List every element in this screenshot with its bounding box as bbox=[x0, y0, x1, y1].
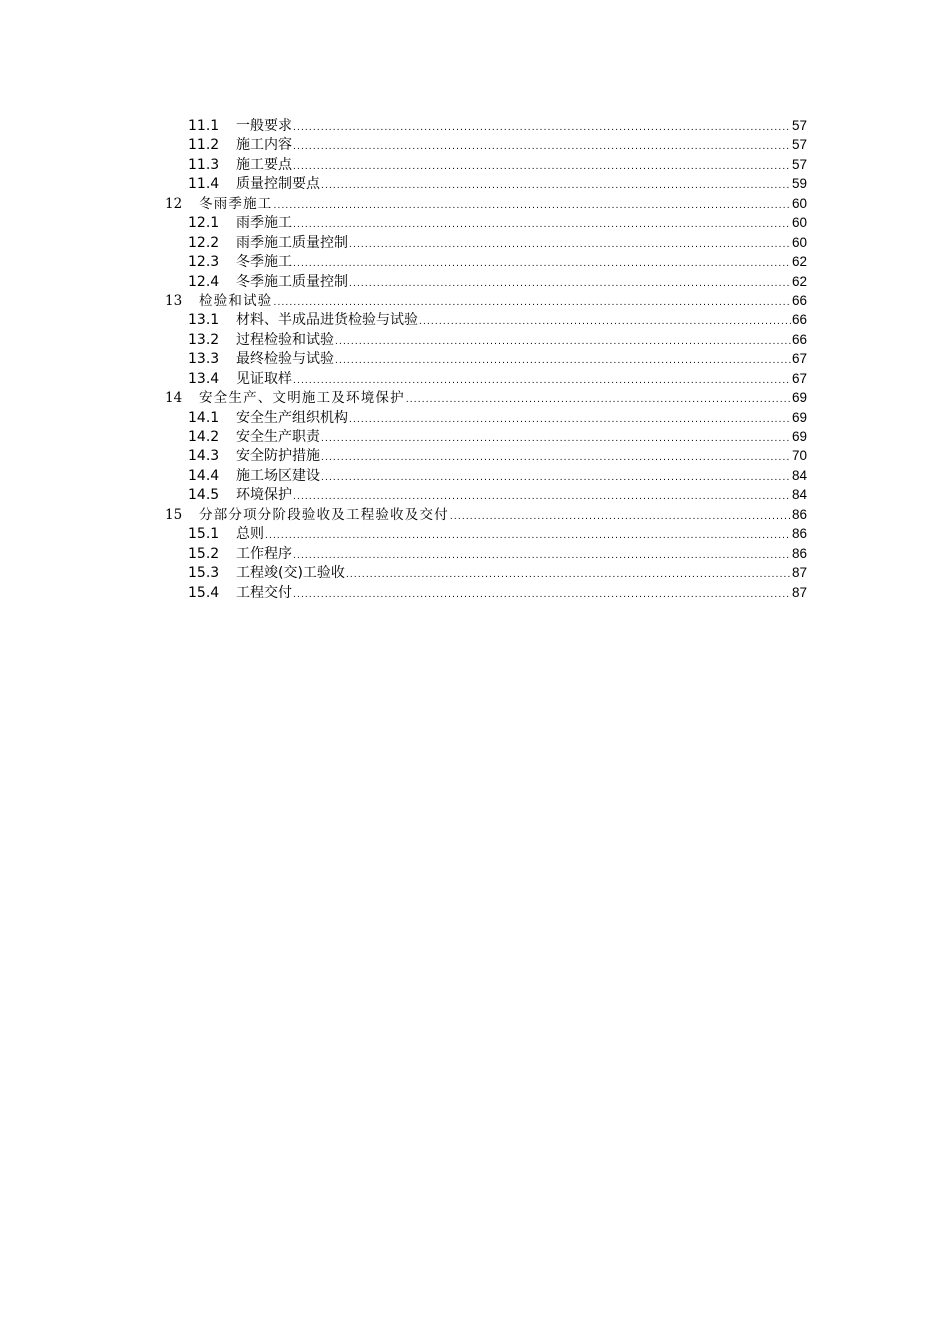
toc-section-entry[interactable] bbox=[165, 427, 807, 446]
toc-page-number: 86 bbox=[791, 506, 807, 522]
toc-page-number: 57 bbox=[791, 118, 807, 133]
toc-chapter-entry[interactable] bbox=[165, 194, 807, 213]
toc-page-number: 66 bbox=[791, 312, 807, 328]
toc-entry-title: 工程竣(交)工验收 bbox=[236, 565, 345, 582]
toc-dot-leader bbox=[346, 565, 791, 584]
toc-entry-number: 11.3 bbox=[188, 156, 220, 173]
toc-page-number: 66 bbox=[791, 331, 807, 347]
toc-dot-leader bbox=[349, 410, 791, 429]
toc-page-number: 67 bbox=[791, 351, 807, 367]
toc-chapter-entry[interactable] bbox=[165, 505, 807, 524]
toc-entry-title: 雨季施工质量控制 bbox=[236, 234, 348, 251]
toc-entry-title: 检验和试验 bbox=[199, 292, 273, 309]
toc-dot-leader bbox=[293, 487, 791, 506]
toc-dot-leader bbox=[293, 585, 791, 604]
toc-dot-leader bbox=[321, 468, 791, 487]
toc-page-number: 60 bbox=[791, 234, 807, 250]
toc-entry-number: 13.3 bbox=[188, 351, 220, 368]
toc-entry-title: 安全防护措施 bbox=[236, 448, 320, 465]
toc-dot-leader bbox=[349, 274, 791, 293]
toc-page-number: 60 bbox=[791, 195, 807, 211]
toc-entry-number: 15.4 bbox=[188, 584, 220, 601]
toc-entry-number: 11.4 bbox=[188, 176, 220, 193]
toc-dot-leader bbox=[293, 254, 791, 273]
toc-entry-title: 工作程序 bbox=[236, 545, 292, 562]
toc-dot-leader bbox=[274, 196, 791, 215]
toc-entry-number: 12.2 bbox=[188, 234, 220, 251]
toc-section-entry[interactable] bbox=[165, 408, 807, 427]
toc-section-entry[interactable] bbox=[165, 252, 807, 271]
toc-entry-number: 13 bbox=[165, 292, 183, 309]
toc-section-entry[interactable] bbox=[165, 310, 807, 329]
toc-section-entry[interactable] bbox=[165, 524, 807, 543]
toc-entry-number: 13.1 bbox=[188, 312, 220, 329]
toc-page-number: 87 bbox=[791, 565, 807, 581]
toc-page-number: 59 bbox=[791, 176, 807, 192]
toc-entry-title: 冬雨季施工 bbox=[199, 195, 273, 212]
toc-entry-number: 14.2 bbox=[188, 429, 220, 445]
toc-section-entry[interactable] bbox=[165, 155, 807, 174]
toc-entry-title: 工程交付 bbox=[236, 584, 292, 601]
toc-entry-number: 11.1 bbox=[188, 118, 220, 134]
toc-section-entry[interactable] bbox=[165, 583, 807, 602]
toc-dot-leader bbox=[406, 390, 791, 409]
toc-page-number: 69 bbox=[791, 429, 807, 444]
toc-entry-number: 15.3 bbox=[188, 565, 220, 582]
toc-page-number: 70 bbox=[791, 448, 807, 464]
toc-dot-leader bbox=[335, 332, 791, 351]
toc-dot-leader bbox=[321, 448, 791, 467]
toc-entry-title: 施工场区建设 bbox=[236, 467, 320, 484]
toc-dot-leader bbox=[293, 546, 791, 565]
toc-entry-title: 过程检验和试验 bbox=[236, 331, 334, 348]
toc-section-entry[interactable] bbox=[165, 446, 807, 465]
toc-section-entry[interactable] bbox=[165, 272, 807, 291]
toc-dot-leader bbox=[419, 312, 791, 331]
toc-page-number: 86 bbox=[791, 526, 807, 542]
toc-section-entry[interactable] bbox=[165, 174, 807, 193]
toc-entry-number: 14 bbox=[165, 390, 183, 407]
toc-entry-number: 14.5 bbox=[188, 487, 220, 504]
toc-dot-leader bbox=[274, 293, 791, 312]
toc-entry-title: 安全生产组织机构 bbox=[236, 409, 348, 426]
toc-section-entry[interactable] bbox=[165, 485, 807, 504]
toc-entry-number: 12.1 bbox=[188, 215, 220, 232]
toc-entry-number: 13.2 bbox=[188, 331, 220, 348]
toc-entry-title: 施工要点 bbox=[236, 156, 292, 173]
toc-section-entry[interactable] bbox=[165, 135, 807, 154]
toc-section-entry[interactable] bbox=[165, 349, 807, 368]
toc-entry-number: 14.4 bbox=[188, 467, 220, 484]
toc-page-number: 69 bbox=[791, 409, 807, 425]
toc-entry-number: 12.3 bbox=[188, 254, 220, 271]
toc-page-number: 67 bbox=[791, 370, 807, 386]
toc-page-number: 62 bbox=[791, 273, 807, 289]
toc-dot-leader bbox=[293, 118, 791, 137]
toc-entry-title: 安全生产职责 bbox=[236, 429, 320, 445]
toc-page-number: 84 bbox=[791, 467, 807, 483]
toc-entry-number: 14.3 bbox=[188, 448, 220, 465]
toc-section-entry[interactable] bbox=[165, 544, 807, 563]
toc-entry-title: 质量控制要点 bbox=[236, 176, 320, 193]
table-of-contents bbox=[165, 116, 807, 602]
toc-dot-leader bbox=[349, 235, 791, 254]
toc-chapter-entry[interactable] bbox=[165, 291, 807, 310]
toc-entry-title: 总则 bbox=[236, 526, 264, 543]
toc-section-entry[interactable] bbox=[165, 213, 807, 232]
toc-section-entry[interactable] bbox=[165, 563, 807, 582]
toc-entry-title: 材料、半成品进货检验与试验 bbox=[236, 312, 418, 329]
toc-dot-leader bbox=[450, 507, 791, 526]
toc-entry-number: 15 bbox=[165, 506, 183, 523]
toc-entry-number: 12 bbox=[165, 195, 183, 212]
toc-dot-leader bbox=[321, 429, 791, 448]
toc-page-number: 69 bbox=[791, 390, 807, 406]
toc-page-number: 62 bbox=[791, 254, 807, 270]
toc-section-entry[interactable] bbox=[165, 369, 807, 388]
toc-entry-title: 最终检验与试验 bbox=[236, 351, 334, 368]
toc-entry-title: 分部分项分阶段验收及工程验收及交付 bbox=[199, 506, 449, 523]
toc-page-number: 66 bbox=[791, 292, 807, 308]
toc-section-entry[interactable] bbox=[165, 233, 807, 252]
toc-entry-title: 雨季施工 bbox=[236, 215, 292, 232]
toc-entry-title: 冬季施工 bbox=[236, 254, 292, 271]
toc-dot-leader bbox=[265, 526, 791, 545]
toc-entry-title: 施工内容 bbox=[236, 137, 292, 154]
toc-chapter-entry[interactable] bbox=[165, 388, 807, 407]
toc-entry-title: 环境保护 bbox=[236, 487, 292, 504]
toc-dot-leader bbox=[321, 176, 791, 195]
toc-entry-number: 12.4 bbox=[188, 273, 220, 290]
toc-entry-number: 15.2 bbox=[188, 545, 220, 562]
toc-dot-leader bbox=[293, 371, 791, 390]
toc-page-number: 57 bbox=[791, 137, 807, 153]
toc-page-number: 60 bbox=[791, 215, 807, 231]
toc-dot-leader bbox=[293, 137, 791, 156]
toc-entry-title: 安全生产、文明施工及环境保护 bbox=[199, 390, 405, 407]
toc-dot-leader bbox=[293, 157, 791, 176]
toc-dot-leader bbox=[293, 215, 791, 234]
toc-page-number: 84 bbox=[791, 487, 807, 503]
toc-dot-leader bbox=[335, 351, 791, 370]
toc-entry-title: 一般要求 bbox=[236, 118, 292, 134]
toc-entry-number: 13.4 bbox=[188, 370, 220, 387]
toc-entry-number: 15.1 bbox=[188, 526, 220, 543]
toc-page-number: 57 bbox=[791, 156, 807, 172]
toc-page-number: 86 bbox=[791, 545, 807, 561]
toc-page-number: 87 bbox=[791, 584, 807, 600]
toc-entry-title: 冬季施工质量控制 bbox=[236, 273, 348, 290]
toc-section-entry[interactable] bbox=[165, 466, 807, 485]
toc-entry-number: 14.1 bbox=[188, 409, 220, 426]
toc-entry-number: 11.2 bbox=[188, 137, 220, 154]
toc-entry-title: 见证取样 bbox=[236, 370, 292, 387]
toc-section-entry[interactable] bbox=[165, 116, 807, 135]
toc-section-entry[interactable] bbox=[165, 330, 807, 349]
